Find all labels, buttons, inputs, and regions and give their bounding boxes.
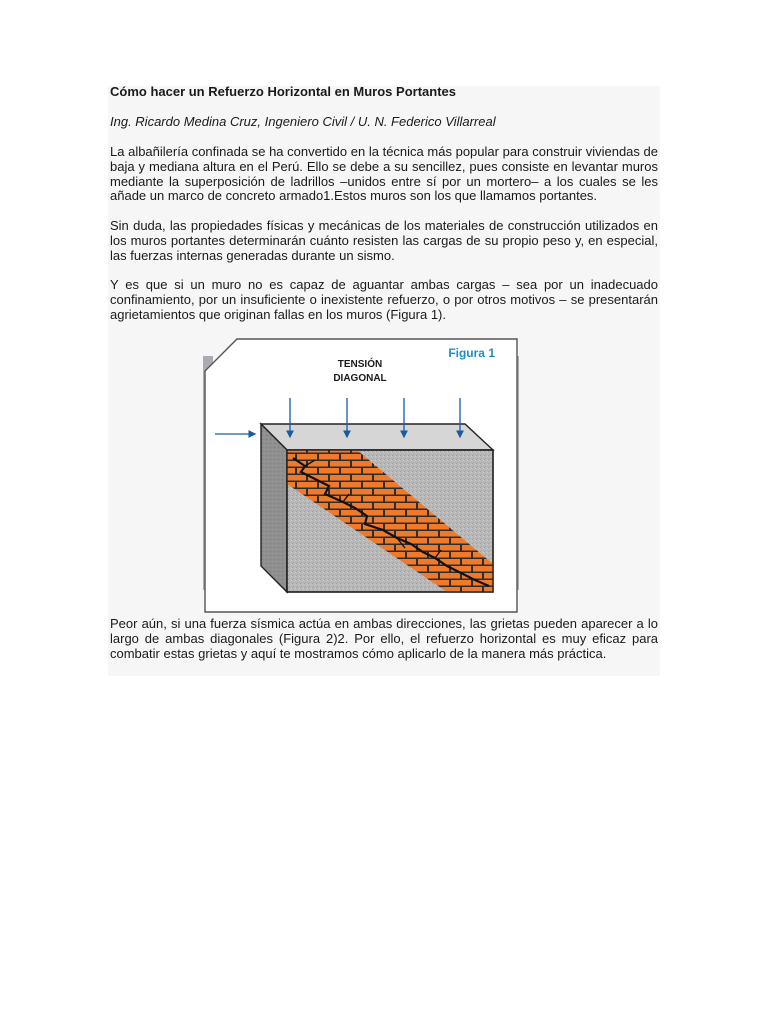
article-author: Ing. Ricardo Medina Cruz, Ingeniero Civil / U. N. Federico Villarreal <box>110 114 496 129</box>
paragraph-2: Sin duda, las propiedades físicas y mecánicas de los materiales de construcción utilizados en los muros portantes determinarán cuánto resisten las cargas de su propio peso y, en especial, las fuerzas internas generadas durante un sismo. <box>110 218 658 263</box>
paragraph-3: Y es que si un muro no es capaz de aguantar ambas cargas – sea por un inadecuado confinamiento, por un insuficiente o inexistente refuerzo, o por otros motivos – se presentarán agrietamientos que originan fallas en los muros (Figura 1). <box>110 277 658 322</box>
article-title: Cómo hacer un Refuerzo Horizontal en Muros Portantes <box>110 84 456 99</box>
paragraph-4: Peor aún, si una fuerza sísmica actúa en ambas direcciones, las grietas pueden aparecer a lo largo de ambas diagonales (Figura 2)2. Por ello, el refuerzo horizontal es muy eficaz para combatir estas grietas y aquí te mostramos cómo aplicarlo de la manera más práctica. <box>110 616 658 661</box>
figure-1 <box>197 334 523 614</box>
wall-top-face <box>261 424 493 450</box>
paragraph-1: La albañilería confinada se ha convertido en la técnica más popular para construir viviendas de baja y mediana altura en el Perú. Ello se debe a su sencillez, pues consiste en levantar muros mediante la superposición de ladrillos –unidos entre sí por un mortero– a los cuales se les añade un marco de concreto armado1.Estos muros son los que llamamos portantes. <box>110 144 658 204</box>
tension-label-line2: DIAGONAL <box>333 373 387 384</box>
wall-side-face <box>261 424 287 592</box>
tension-label-line1: TENSIÓN <box>337 359 383 370</box>
figure-1-illustration <box>197 334 523 614</box>
figure-caption-label: Figura 1 <box>448 346 495 360</box>
